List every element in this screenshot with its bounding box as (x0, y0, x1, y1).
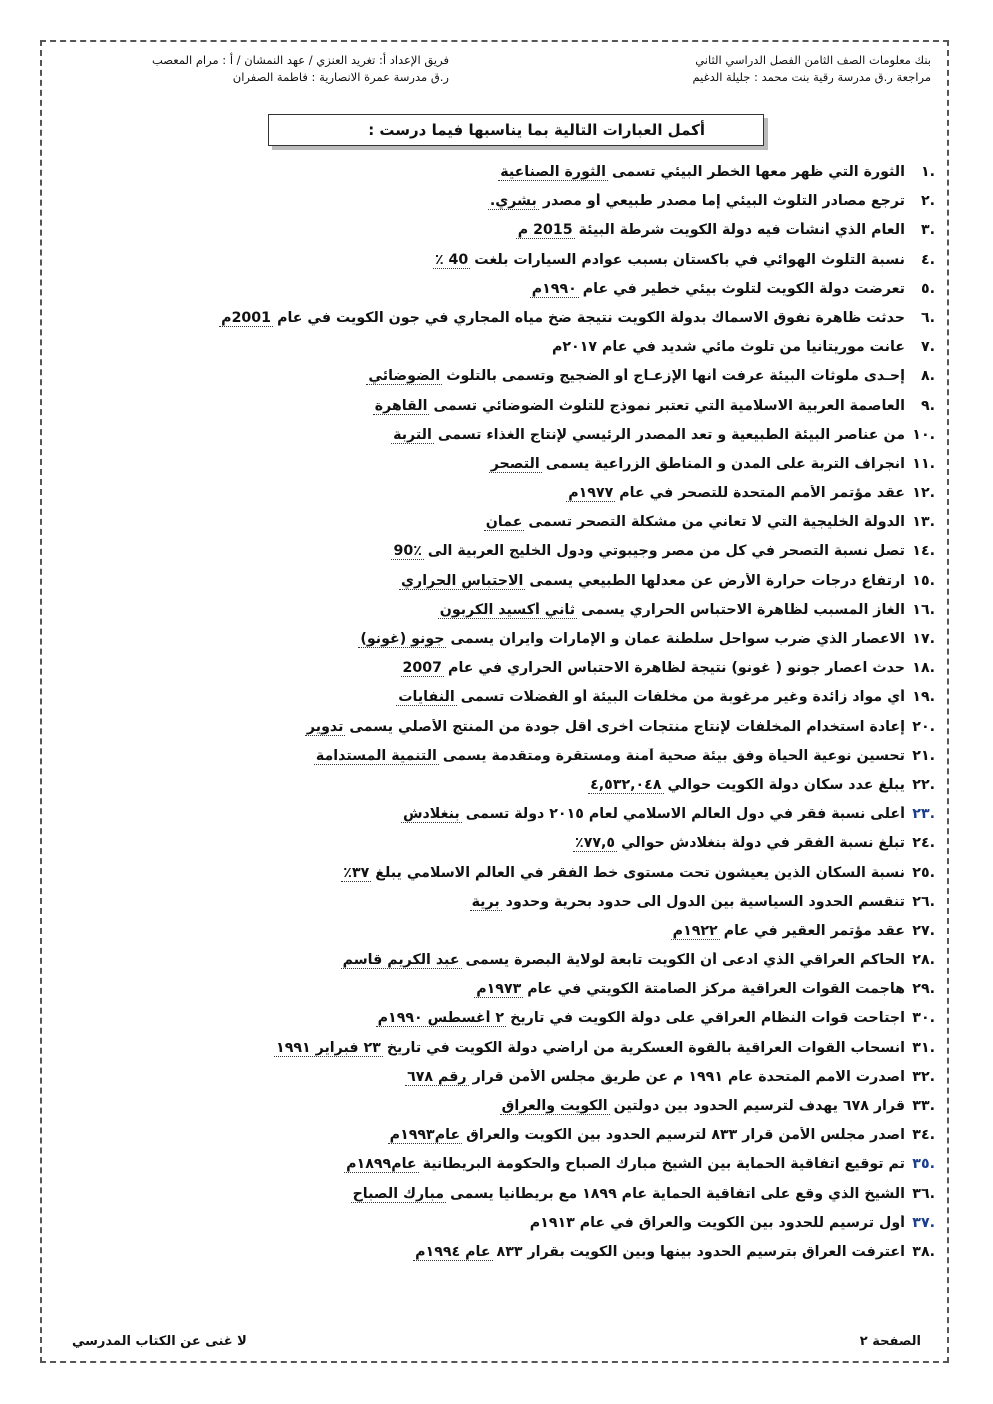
list-item (135, 543, 935, 572)
list-item (135, 952, 935, 981)
item-number: .٣٠ (912, 1010, 935, 1027)
item-answer: ١٩٧٣م (476, 981, 522, 998)
list-item (135, 252, 935, 281)
item-statement: عانت موريتانيا من تلوث مائي شديد في عام ٢٠١٧م (551, 339, 905, 356)
list-item (135, 1098, 935, 1127)
list-item (135, 1010, 935, 1039)
item-answer: برية (471, 893, 500, 910)
item-number: .٢٦ (912, 893, 935, 910)
item-number: .٥ (920, 280, 935, 297)
item-number: .٦ (920, 309, 935, 326)
list-item (135, 573, 935, 602)
item-statement: تعرضت دولة الكويت لتلوث بيئي خطير في عام (582, 280, 905, 297)
item-statement: انسحاب القوات العراقية بالقوة العسكرية من أراضي دولة الكويت في تاريخ (386, 1039, 905, 1056)
item-statement: من عناصر البيئة الطبيعية و تعد المصدر الرئيسي لإنتاج الغذاء تسمى (437, 426, 905, 443)
item-statement: الغاز المسبب لظاهرة الاحتباس الحراري يسمى (581, 601, 905, 618)
item-statement: حدثت ظاهرة نفوق الاسماك بدولة الكويت نتيجة ضخ مياه المجاري في جون الكويت في عام (277, 309, 905, 326)
item-number: .١٢ (912, 485, 935, 502)
item-answer: ١٩٢٢م (672, 922, 718, 939)
item-answer: 90٪ (393, 543, 422, 560)
item-number: .٣٢ (912, 1068, 935, 1085)
item-answer: ثاني أكسيد الكربون (439, 601, 576, 618)
item-statement: اجتاحت قوات النظام العراقي على دولة الكويت في تاريخ (510, 1010, 905, 1027)
list-item (135, 281, 935, 310)
item-answer: بنغلادش (402, 806, 460, 823)
item-number: .٢٣ (912, 806, 935, 823)
list-item (135, 164, 935, 193)
item-answer: مبارك الصباح (352, 1185, 445, 1202)
list-item (135, 485, 935, 514)
item-number: .٢٤ (912, 835, 935, 852)
item-number: .٣٧ (912, 1214, 935, 1231)
item-statement: تم توقيع اتفاقية الحماية بين الشيخ مبارك الصباح والحكومة البريطانية (422, 1156, 905, 1173)
item-number: .٣٦ (912, 1185, 935, 1202)
list-item (135, 981, 935, 1010)
item-answer: الكويت والعراق (501, 1098, 608, 1114)
item-statement: إحـدى ملوثات البيئة عرفت أنها الإزعـاج أو الضجيج وتسمى بالتلوث (446, 368, 905, 385)
item-answer: الثورة الصناعية (500, 164, 606, 180)
item-number: .١٤ (912, 543, 935, 560)
list-item (135, 777, 935, 806)
item-answer: ٢ أغسطس ١٩٩٠م (377, 1010, 505, 1027)
item-answer: ٧٧,٥٪ (575, 835, 616, 852)
item-answer: الضوضائي (368, 368, 441, 385)
header-left (152, 52, 449, 86)
item-number: .١١ (912, 455, 935, 472)
item-statement: اصدرت الامم المتحدة عام ١٩٩١ م عن طريق مجلس الأمن قرار (472, 1068, 905, 1085)
item-statement: حدث اعصار جونو ( غونو) نتيجة لظاهرة الاحتباس الحراري في عام (448, 660, 905, 677)
item-answer: التنمية المستدامة (315, 747, 437, 764)
item-statement: عقد مؤتمر العقير في عام (723, 922, 905, 939)
item-statement: العام الذي أنشأت فيه دولة الكويت شرطة البيئة (578, 222, 905, 239)
item-number: .٢١ (912, 747, 935, 764)
list-item (135, 1186, 935, 1215)
list-item (135, 748, 935, 777)
list-item (135, 1069, 935, 1098)
item-statement: أول ترسيم للحدود بين الكويت والعراق في عام ١٩١٣م (529, 1214, 905, 1231)
item-statement: اعترفت العراق بترسيم الحدود بينها وبين الكويت بقرار ٨٣٣ (496, 1243, 905, 1260)
item-number: .٣٥ (912, 1156, 935, 1173)
item-statement: يبلغ عدد سكان دولة الكويت حوالي (667, 776, 905, 793)
list-item (135, 719, 935, 748)
footer-note: لا غنى عن الكتاب المدرسي (72, 1334, 247, 1349)
list-item (135, 222, 935, 251)
item-statement: الدولة الخليجية التي لا تعاني من مشكلة التصحر تسمى (528, 514, 905, 531)
item-statement: ارتفاع درجات حرارة الأرض عن معدلها الطبيعي يسمى (529, 572, 905, 589)
item-number: .١٨ (912, 660, 935, 677)
item-statement: نسبة التلوث الهوائي في باكستان بسبب عوادم السيارات بلغت (474, 251, 905, 268)
item-number: .٣٨ (912, 1243, 935, 1260)
list-item (135, 689, 935, 718)
item-statement: أعلى نسبة فقر في دول العالم الاسلامي لعام ٢٠١٥ دولة تسمى (465, 806, 905, 823)
item-number: .٣١ (912, 1039, 935, 1056)
list-item (135, 310, 935, 339)
item-number: .٢٨ (912, 952, 935, 969)
item-statement: نسبة السكان الذين يعيشون تحت مستوى خط الفقر في العالم الاسلامي يبلغ (375, 864, 905, 881)
list-item (135, 835, 935, 864)
item-number: .٢٩ (912, 981, 935, 998)
item-answer: ٤,٥٣٢,٠٤٨ (590, 776, 662, 793)
item-number: .٢٠ (912, 718, 935, 735)
item-statement: الحاكم العراقي الذي ادعى أن الكويت تابعة لولاية البصرة يسمى (465, 952, 905, 969)
item-answer: النفايات (398, 689, 455, 706)
item-answer: 2007 (402, 660, 443, 677)
item-number: .١٠ (912, 426, 935, 443)
list-item (135, 806, 935, 835)
list-item (135, 1244, 935, 1273)
item-number: .٩ (920, 397, 935, 414)
list-item (135, 193, 935, 222)
list-item (135, 1215, 935, 1244)
list-item (135, 1127, 935, 1156)
item-number: .٨ (920, 368, 935, 385)
item-number: .١٧ (912, 631, 935, 647)
list-item (135, 339, 935, 368)
item-statement: تنقسم الحدود السياسية بين الدول الى حدود بحرية وحدود (505, 893, 905, 910)
list-item (135, 660, 935, 689)
item-answer: عبد الكريم قاسم (342, 952, 460, 969)
list-item (135, 456, 935, 485)
list-item (135, 368, 935, 397)
item-number: .٢ (920, 193, 935, 210)
item-answer: جونو (غونو) (360, 631, 445, 647)
item-statement: تحسين نوعية الحياة وفق بيئة صحية آمنة ومستقرة ومتقدمة يسمى (442, 747, 905, 764)
item-statement: انجراف التربة على المدن و المناطق الزراعية يسمى (545, 455, 905, 472)
item-number: .١٣ (912, 514, 935, 531)
item-answer: عام ١٩٩٤م (415, 1243, 491, 1260)
item-statement: الاعصار الذي ضرب سواحل سلطنة عمان و الإمارات وايران يسمى (450, 631, 905, 647)
item-answer: ١٩٩٠م (531, 280, 577, 297)
statements-list (135, 164, 935, 1273)
list-item (135, 894, 935, 923)
item-answer: عام١٩٩٣م (389, 1127, 461, 1144)
item-answer: ٣٧٪ (343, 864, 370, 881)
item-statement: الثورة التي ظهر معها الخطر البيئي تسمى (611, 164, 905, 180)
item-statement: تبلغ نسبة الفقر في دولة بنغلادش حوالي (621, 835, 905, 852)
page-number: الصفحة ٢ (859, 1334, 921, 1349)
list-item (135, 398, 935, 427)
item-statement: الشيخ الذي وقع على اتفاقية الحماية عام ١٨٩٩ مع بريطانيا يسمى (450, 1185, 905, 1202)
item-statement: أي مواد زائدة وغير مرغوبة من مخلفات البيئة أو الفضلات تسمى (460, 689, 905, 706)
list-item (135, 923, 935, 952)
item-number: .٢٧ (912, 922, 935, 939)
header-bank-title: بنك معلومات الصف الثامن الفصل الدراسي الثاني (695, 53, 931, 67)
item-number: .٣٣ (912, 1098, 935, 1114)
item-answer: عمان (485, 514, 523, 531)
item-statement: قرار ٦٧٨ يهدف لترسيم الحدود بين دولتين (613, 1098, 905, 1114)
item-statement: إعادة استخدام المخلفات لإنتاج منتجات أخرى أقل جودة من المنتج الأصلي يسمى (349, 718, 905, 735)
item-number: .١٥ (912, 572, 935, 589)
item-number: .٢٥ (912, 864, 935, 881)
header-right (693, 52, 931, 86)
item-answer: 2015 م (517, 222, 573, 239)
item-answer: الاحتباس الحراري (401, 572, 524, 589)
item-answer: التصحر (490, 455, 540, 472)
item-answer: 40 ٪ (434, 251, 469, 268)
item-answer: التربة (393, 426, 432, 443)
item-answer: 2001م (221, 309, 272, 326)
instruction-box: أكمل العبارات التالية بما يناسبها فيما درست : (268, 114, 764, 146)
item-statement: ترجع مصادر التلوث البيئي إما مصدر طبيعي أو مصدر (542, 193, 905, 210)
item-number: .٣ (920, 222, 935, 239)
item-answer: ٢٣ فبراير ١٩٩١ (276, 1039, 381, 1056)
list-item (135, 427, 935, 456)
item-number: .١ (920, 164, 935, 180)
list-item (135, 631, 935, 660)
list-item (135, 865, 935, 894)
item-number: .٣٤ (912, 1127, 935, 1144)
item-answer: ١٩٧٧م (568, 485, 614, 502)
item-number: .٤ (920, 251, 935, 268)
item-answer: تدوير (306, 718, 344, 735)
item-answer: بشري. (489, 193, 537, 210)
item-number: .٢٢ (912, 776, 935, 793)
item-number: .٧ (920, 339, 935, 356)
item-number: .١٦ (912, 601, 935, 618)
header-review: مراجعة ر.ق مدرسة رقية بنت محمد : جليلة الدغيم (692, 70, 931, 84)
item-statement: هاجمت القوات العراقية مركز الصامتة الكويتي في عام (527, 981, 905, 998)
item-statement: اصدر مجلس الأمن قرار ٨٣٣ لترسيم الحدود بين الكويت والعراق (466, 1127, 905, 1144)
header-school: ر.ق مدرسة عمرة الانصارية : فاطمة الصفران (232, 70, 449, 84)
item-statement: تصل نسبة التصحر في كل من مصر وجيبوتي ودول الخليج العربية الى (427, 543, 905, 560)
item-statement: العاصمة العربية الاسلامية التي تعتبر نموذج للتلوث الضوضائي تسمى (433, 397, 905, 414)
item-answer: رقم ٦٧٨ (407, 1068, 467, 1085)
item-answer: عام١٨٩٩م (346, 1156, 417, 1173)
list-item (135, 1156, 935, 1185)
item-answer: القاهرة (374, 397, 428, 414)
item-number: .١٩ (912, 689, 935, 706)
list-item (135, 514, 935, 543)
list-item (135, 602, 935, 631)
item-statement: عقد مؤتمر الأمم المتحدة للتصحر في عام (619, 485, 905, 502)
header-team: فريق الإعداد أ: تغريد العنزي / عهد النمشان / أ : مرام المعصب (152, 53, 449, 67)
list-item (135, 1040, 935, 1069)
